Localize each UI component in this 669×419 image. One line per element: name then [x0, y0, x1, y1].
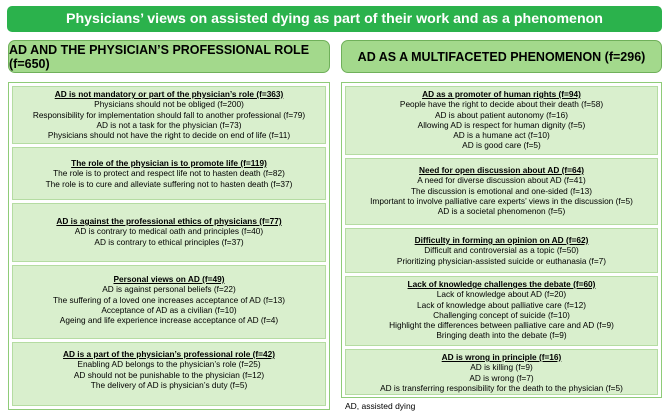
theme-item: The suffering of a loved one increases acceptance of AD (f=13) — [52, 294, 286, 305]
theme-item: Ageing and life experience increase acceptance of AD (f=4) — [59, 315, 279, 326]
theme-box — [12, 203, 326, 262]
theme-box — [345, 86, 658, 155]
footnote: AD, assisted dying — [345, 401, 416, 411]
theme-item: Physicians should not be obliged (f=200) — [94, 99, 244, 110]
theme-item: Enabling AD belongs to the physician’s role (f=25) — [77, 359, 261, 370]
theme-item: Responsibility for implementation should fall to another professional (f=79) — [32, 109, 306, 120]
theme-box — [345, 158, 658, 225]
theme-box — [12, 342, 326, 406]
theme-box — [12, 265, 326, 339]
theme-title: AD as a promoter of human rights (f=94) — [422, 89, 581, 99]
theme-item: Lack of knowledge about palliative care (f=12) — [416, 299, 587, 310]
theme-title: Lack of knowledge challenges the debate (f=60) — [407, 279, 596, 289]
theme-item: AD is against personal beliefs (f=22) — [102, 284, 236, 295]
theme-item: Challenging concept of suicide (f=10) — [433, 309, 570, 320]
theme-title: Need for open discussion about AD (f=64) — [419, 165, 584, 175]
theme-item: The role is to cure and alleviate suffering not to hasten death (f=37) — [45, 178, 293, 189]
theme-box — [345, 228, 658, 273]
right-column — [341, 82, 662, 398]
theme-item: Acceptance of AD as a civilian (f=10) — [101, 304, 237, 315]
theme-title: AD is not mandatory or part of the physician’s role (f=363) — [54, 89, 284, 99]
theme-item: The discussion is emotional and one-sided (f=13) — [410, 185, 593, 196]
theme-item: AD is a societal phenomenon (f=5) — [437, 206, 566, 217]
theme-title: AD is a part of the physician’s professional role (f=42) — [62, 349, 275, 359]
left-column-header: AD AND THE PHYSICIAN’S PROFESSIONAL ROLE (f=650) — [8, 40, 330, 73]
theme-box — [345, 349, 658, 395]
theme-item: AD is about patient autonomy (f=16) — [434, 109, 569, 120]
theme-item: AD is not a task for the physician (f=73) — [96, 119, 242, 130]
theme-item: A need for diverse discussion about AD (f=41) — [417, 175, 586, 186]
theme-title: AD is against the professional ethics of physicians (f=77) — [56, 216, 282, 226]
theme-item: Important to involve palliative care experts’ views in the discussion (f=5) — [370, 195, 633, 206]
theme-title: Personal views on AD (f=49) — [113, 274, 225, 284]
theme-item: Lack of knowledge about AD (f=20) — [436, 289, 567, 300]
theme-item: The role is to protect and respect life not to hasten death (f=82) — [53, 168, 285, 179]
figure-title: Physicians’ views on assisted dying as part of their work and as a phenomenon — [66, 11, 603, 27]
theme-item: Bringing death into the debate (f=9) — [436, 330, 567, 341]
theme-item: Allowing AD is respect for human dignity (f=5) — [417, 119, 586, 130]
theme-item: Prioritizing physician-assisted suicide or euthanasia (f=7) — [396, 255, 607, 266]
theme-item: AD is a humane act (f=10) — [453, 130, 550, 141]
theme-item: Physicians should not have the right to decide on end of life (f=11) — [47, 130, 291, 141]
right-column-header: AD AS A MULTIFACETED PHENOMENON (f=296) — [341, 40, 662, 73]
title-banner — [7, 6, 662, 32]
theme-item: AD is killing (f=9) — [470, 362, 533, 373]
theme-item: AD should not be punishable to the physician (f=12) — [73, 369, 265, 380]
theme-item: AD is contrary to medical oath and principles (f=40) — [74, 226, 264, 237]
theme-item: The delivery of AD is physician’s duty (f=5) — [90, 379, 248, 390]
theme-title: The role of the physician is to promote life (f=119) — [71, 158, 267, 168]
theme-item: AD is transferring responsibility for the death to the physician (f=5) — [380, 382, 623, 393]
left-column — [8, 82, 330, 410]
theme-box — [12, 147, 326, 200]
theme-item: AD is contrary to ethical principles (f=37) — [94, 236, 244, 247]
theme-title: Difficulty in forming an opinion on AD (f=62) — [414, 235, 589, 245]
theme-item: AD is wrong (f=7) — [469, 372, 534, 383]
theme-box — [345, 276, 658, 346]
theme-item: Difficult and controversial as a topic (f=50) — [424, 245, 579, 256]
theme-item: Highlight the differences between palliative care and AD (f=9) — [389, 320, 614, 331]
theme-box — [12, 86, 326, 144]
theme-item: People have the right to decide about their death (f=58) — [399, 99, 604, 110]
theme-title: AD is wrong in principle (f=16) — [441, 352, 562, 362]
theme-item: AD is good care (f=5) — [462, 140, 541, 151]
